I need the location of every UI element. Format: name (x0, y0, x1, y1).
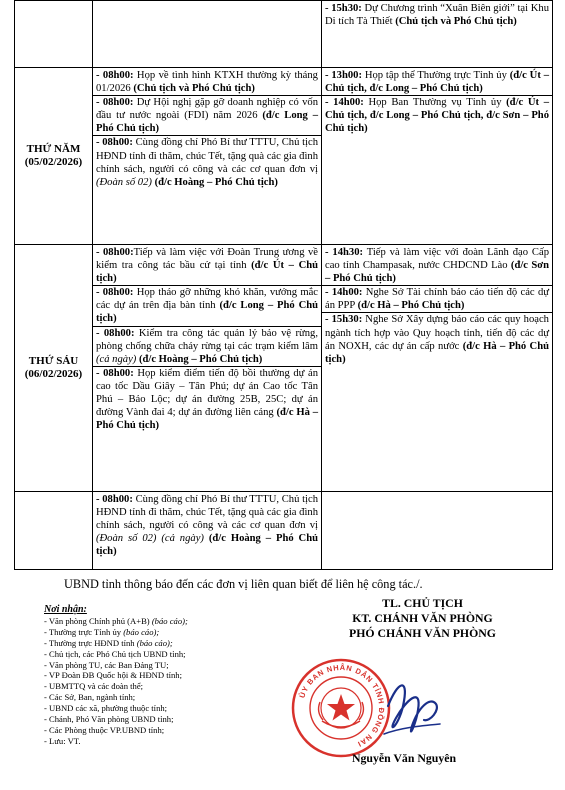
list-item: - Thường trực HĐND tỉnh (báo cáo); (44, 637, 173, 648)
list-item: - Thường trực Tỉnh ủy (báo cáo); (44, 626, 160, 637)
handwritten-signature-icon (378, 666, 448, 752)
official-seal-icon (290, 657, 392, 759)
signature-line-1: TL. CHỦ TỊCH (382, 596, 463, 610)
day-cell (15, 492, 93, 570)
agenda-item: - 08h00: Cùng đồng chí Phó Bí thư TTTU, Chủ tịch HĐND tỉnh đi thăm, chúc Tết, tặng quà các gia đình chính sách, người có công và các cơ quan đơn vị (Đoàn số 02) (đ/c Hoàng – Phó Chủ tịch) (96, 137, 318, 188)
list-item: - UBMTTQ và các đoàn thể; (44, 681, 144, 692)
agenda-item: - 08h00: Dự Hội nghị gặp gỡ doanh nghiệp có vốn đầu tư nước ngoài (FDI) năm 2026 (đ/c Long – Phó Chủ tịch) (96, 97, 318, 135)
agenda-item: - 14h30: Tiếp và làm việc với đoàn Lãnh đạo Cấp cao tỉnh Champasak, nước CHDCND Lào (đ/c Sơn – Phó Chủ tịch) (325, 247, 549, 285)
list-item: - Chánh, Phó Văn phòng UBND tỉnh; (44, 714, 174, 725)
afternoon-cell (322, 1, 553, 68)
signature-line-3: PHÓ CHÁNH VĂN PHÒNG (349, 626, 496, 640)
agenda-item: - 15h30: Dự Chương trình “Xuân Biên giới” tại Khu Di tích Tà Thiết (Chủ tịch và Phó Chủ tịch) (325, 3, 549, 28)
list-item: - Các Phòng thuộc VP.UBND tỉnh; (44, 724, 165, 735)
day-date: (06/02/2026) (24, 368, 83, 380)
svg-text:ỦY BAN NHÂN DÂN TỈNH ĐỒNG NAI: ỦY BAN NHÂN DÂN TỈNH ĐỒNG NAI (297, 662, 387, 749)
schedule-table (14, 0, 553, 570)
agenda-item: - 15h30: Nghe Sở Xây dựng báo cáo các quy hoạch ngành tích hợp vào Quy hoạch tỉnh, tiến độ các dự án NOXH, các dự án cấp nước (đ/c Hà – Phó Chủ tịch) (325, 314, 549, 365)
day-label: THỨ SÁU (28, 354, 79, 367)
signature-line-2: KT. CHÁNH VĂN PHÒNG (352, 611, 493, 625)
agenda-item: - 14h00: Họp Ban Thường vụ Tỉnh ủy (đ/c Út – Chủ tịch, đ/c Long – Phó Chủ tịch, đ/c Sơn – Phó Chủ tịch) (325, 97, 549, 135)
day-date: (05/02/2026) (24, 156, 83, 168)
list-item: - Các Sở, Ban, ngành tỉnh; (44, 692, 136, 703)
day-cell (15, 245, 93, 492)
recipients-list (44, 605, 188, 747)
morning-cell (93, 245, 322, 492)
afternoon-cell (322, 492, 553, 570)
morning-cell (93, 68, 322, 245)
table-row (15, 492, 553, 570)
agenda-item: - 08h00: Cùng đồng chí Phó Bí thư TTTU, Chủ tịch HĐND tỉnh đi thăm, chúc Tết, tặng quà các gia đình chính sách, người có công và các cơ quan đơn vị (Đoàn số 02) (cả ngày) (đ/c Hoàng – Phó Chủ tịch) (96, 494, 318, 558)
agenda-item: - 08h00: Họp tháo gỡ những khó khăn, vướng mắc các dự án trên địa bàn tỉnh (đ/c Long – Phó Chủ tịch) (96, 287, 318, 325)
notice-text: UBND tỉnh thông báo đến các đơn vị liên quan biết để liên hệ công tác./. (64, 577, 423, 591)
table-row (15, 68, 553, 245)
day-cell (15, 68, 93, 245)
signer-name: Nguyễn Văn Nguyên (352, 751, 457, 765)
morning-cell (93, 1, 322, 68)
day-cell (15, 1, 93, 68)
agenda-item: - 13h00: Họp tập thể Thường trực Tỉnh ủy (đ/c Út – Chủ tịch, đ/c Long – Phó Chủ tịch) (325, 70, 549, 95)
agenda-item: - 14h00: Nghe Sở Tài chính báo cáo tiến độ các dự án PPP (đ/c Hà – Phó Chủ tịch) (325, 287, 549, 312)
table-row (15, 1, 553, 68)
table-row (15, 245, 553, 492)
day-label: THỨ NĂM (26, 142, 81, 155)
afternoon-cell (322, 68, 553, 245)
list-item: - Văn phòng TU, các Ban Đảng TU; (44, 659, 169, 670)
list-item: - VP Đoàn ĐB Quốc hội & HĐND tỉnh; (44, 670, 182, 681)
agenda-item: - 08h00: Họp kiểm điểm tiến độ bồi thường dự án cao tốc Dầu Giây – Tân Phú; dự án Cao tốc Tân Phú – Bảo Lộc; dự án đường 25B, 25C; dự án đường Vành đai 4; dự án đường liên cảng (đ/c Hà – Phó Chủ tịch) (96, 367, 318, 432)
agenda-item: - 08h00: Kiểm tra công tác quản lý bảo vệ rừng, phòng chống chữa cháy rừng tại các trạm kiểm lâm (cả ngày) (đ/c Hoàng – Phó Chủ tịch) (96, 327, 318, 365)
morning-cell (93, 492, 322, 570)
list-item: - UBND các xã, phường thuộc tỉnh; (44, 703, 168, 714)
list-item: - Văn phòng Chính phủ (A+B) (báo cáo); (44, 615, 188, 626)
agenda-item: - 08h00: Họp về tình hình KTXH thường kỳ tháng 01/2026 (Chủ tịch và Phó Chủ tịch) (96, 70, 318, 95)
recipients-heading: Nơi nhận: (44, 604, 87, 615)
list-item: - Lưu: VT. (44, 735, 81, 746)
signature-block (300, 596, 545, 641)
agenda-item: - 08h00:Tiếp và làm việc với Đoàn Trung ương về kiểm tra công tác bầu cử tại tỉnh (đ/c Út – Chủ tịch) (96, 247, 319, 285)
afternoon-cell (322, 245, 553, 492)
list-item: - Chủ tịch, các Phó Chủ tịch UBND tỉnh; (44, 648, 186, 659)
